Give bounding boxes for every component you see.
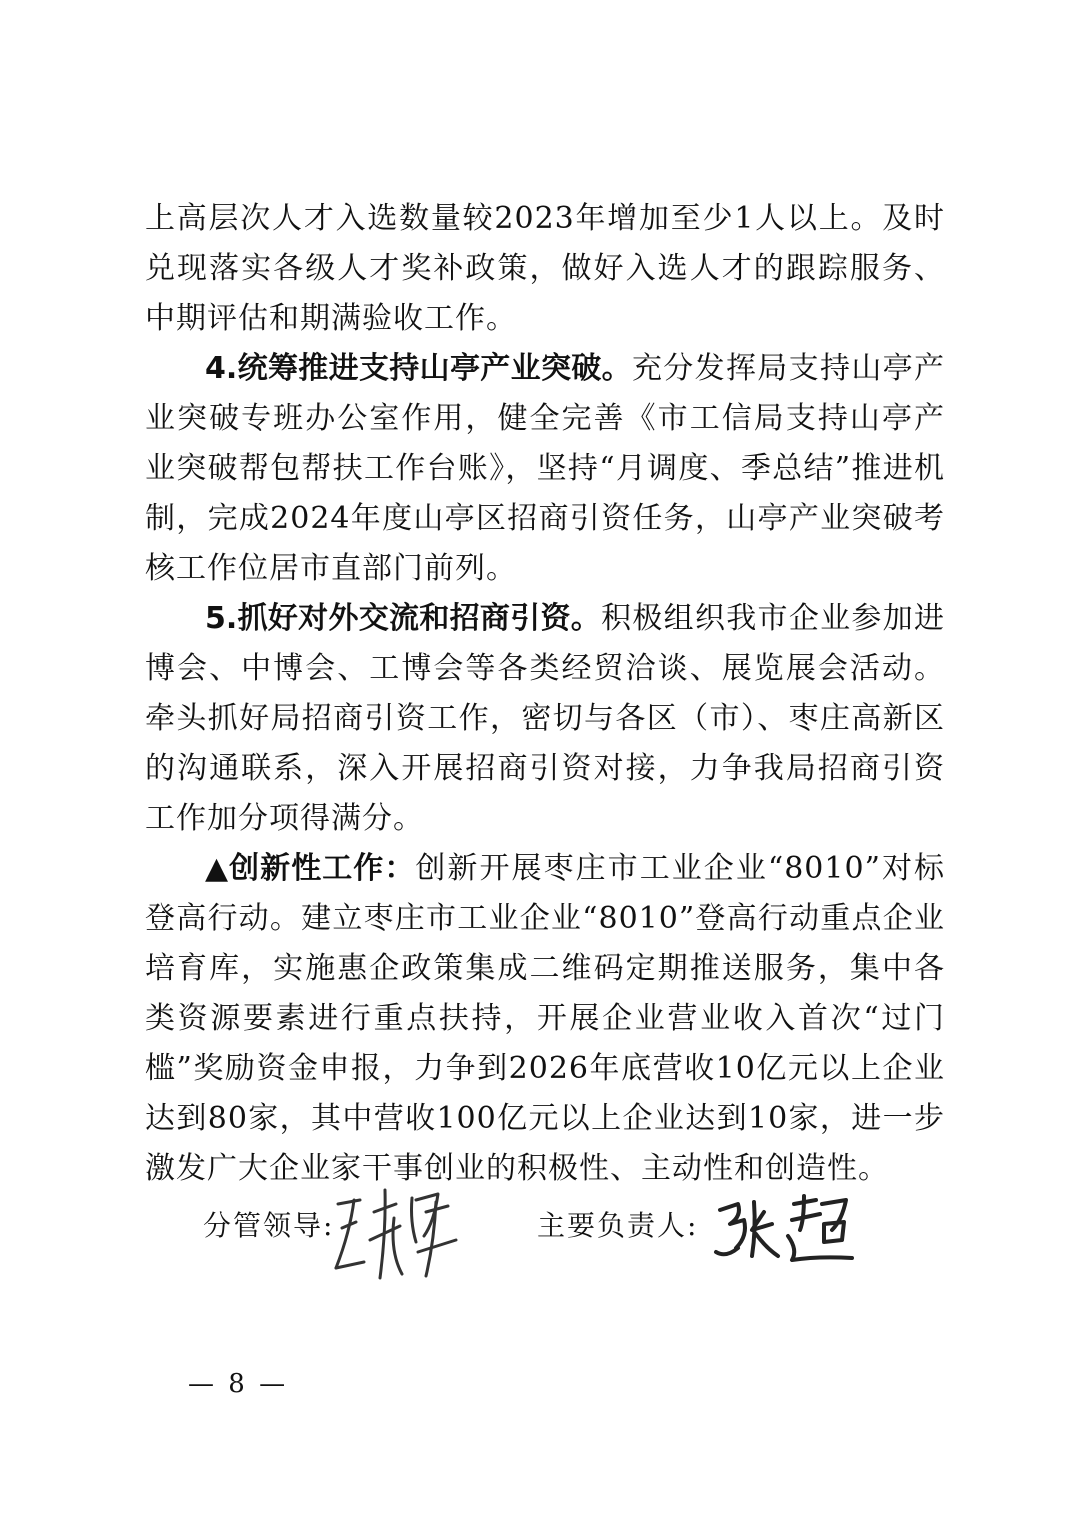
innovation-paragraph [145,844,945,1194]
item-5-body: 积极组织我市企业参加进博会、中博会、工博会等各类经贸洽谈、展览展会活动。牵头抓好局招商引资工作，密切与各区（市）、枣庄高新区的沟通联系，深入开展招商引资对接，力争我局招商引资工作加分项得满分。 [145,601,945,836]
page-number: — 8 — [188,1369,289,1399]
item-4-body: 充分发挥局支持山亭产业突破专班办公室作用，健全完善《市工信局支持山亭产业突破帮包帮扶工作台账》，坚持“月调度、季总结”推进机制，完成2024年度山亭区招商引资任务，山亭产业突破考核工作位居市直部门前列。 [145,351,945,586]
signature-row [0,1190,1080,1300]
item-5-heading: 5.抓好对外交流和招商引资。 [205,601,602,636]
body-text [145,194,945,1194]
supervising-leader-label: 分管领导: [203,1209,335,1242]
principal-leader-label: 主要负责人: [537,1209,699,1242]
continuation-paragraph: 上高层次人才入选数量较2023年增加至少1人以上。及时兑现落实各级人才奖补政策，做好入选人才的跟踪服务、中期评估和期满验收工作。 [145,201,945,336]
item-5-paragraph [145,594,945,844]
supervising-leader-signature [330,1182,465,1282]
item-4-paragraph [145,344,945,594]
innovation-heading: ▲创新性工作： [205,851,416,886]
innovation-body: 创新开展枣庄市工业企业“8010”对标登高行动。建立枣庄市工业企业“8010”登高行动重点企业培育库，实施惠企政策集成二维码定期推送服务，集中各类资源要素进行重点扶持，开展企业营业收入首次“过门槛”奖励资金申报，力争到2026年底营收10亿元以上企业达到80家，其中营收100亿元以上企业达到10家，进一步激发广大企业家干事创业的积极性、主动性和创造性。 [145,851,945,1186]
item-4-heading: 4.统筹推进支持山亭产业突破。 [205,351,632,386]
principal-leader-signature [708,1190,858,1270]
